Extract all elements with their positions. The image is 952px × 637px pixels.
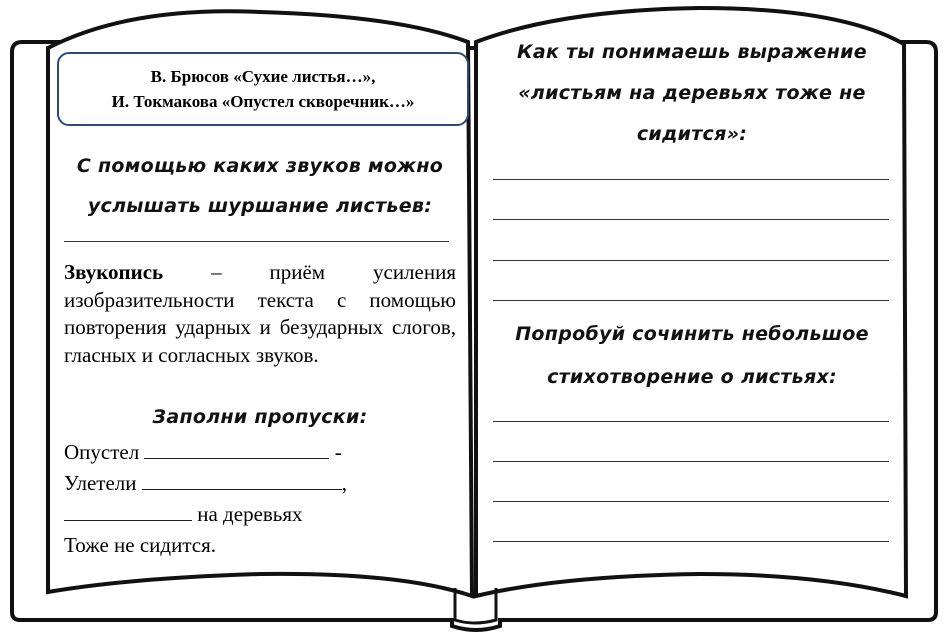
poem-punct-1: - bbox=[329, 440, 342, 464]
definition-text: – приём усиления изобразительности текста с помощью повторения ударных и безударных слогов, гласных и согласных звуков. bbox=[64, 260, 456, 367]
right-task-line-1: Попробуй сочинить небольшое bbox=[515, 323, 869, 345]
title-line-2: И. Токмакова «Опустел скворечник…» bbox=[111, 92, 415, 111]
poem-line-right-1[interactable] bbox=[493, 421, 889, 422]
right-task bbox=[492, 313, 892, 399]
poem bbox=[64, 437, 464, 561]
poem-line-right-3[interactable] bbox=[493, 501, 889, 502]
right-question-line-2: «листьям на деревьях тоже не bbox=[518, 82, 866, 104]
poem-word-2: Улетели bbox=[64, 471, 137, 495]
right-question bbox=[492, 32, 892, 155]
poem-line-1 bbox=[64, 437, 464, 468]
title-box bbox=[57, 52, 469, 126]
poem-line-right-2[interactable] bbox=[493, 461, 889, 462]
fill-heading: Заполни пропуски: bbox=[152, 406, 368, 428]
poem-word-3: на деревьях bbox=[192, 502, 303, 526]
left-question bbox=[60, 146, 460, 226]
answer-line-right-4[interactable] bbox=[493, 300, 889, 301]
definition-term: Звукопись bbox=[64, 260, 164, 284]
poem-line-3 bbox=[64, 499, 464, 530]
poem-punct-2: , bbox=[341, 471, 348, 495]
answer-line-right-2[interactable] bbox=[493, 219, 889, 220]
right-question-line-3: сидится»: bbox=[636, 123, 748, 145]
definition-paragraph bbox=[64, 259, 456, 369]
title-line-1: В. Брюсов «Сухие листья…», bbox=[150, 67, 376, 86]
blank-2[interactable] bbox=[142, 473, 342, 490]
left-question-line-2: услышать шуршание листьев: bbox=[87, 195, 433, 217]
poem-line-right-4[interactable] bbox=[493, 541, 889, 542]
answer-line-right-3[interactable] bbox=[493, 260, 889, 261]
left-question-line-1: С помощью каких звуков можно bbox=[76, 155, 444, 177]
blank-1[interactable] bbox=[144, 442, 329, 459]
answer-line-right-1[interactable] bbox=[493, 179, 889, 180]
right-question-line-1: Как ты понимаешь выражение bbox=[517, 41, 867, 63]
poem-line-2 bbox=[64, 468, 464, 499]
right-task-line-2: стихотворение о листьях: bbox=[547, 366, 837, 388]
blank-3[interactable] bbox=[64, 504, 192, 521]
poem-line-4: Тоже не сидится. bbox=[64, 533, 216, 557]
answer-line[interactable] bbox=[64, 241, 449, 242]
poem-word-1: Опустел bbox=[64, 440, 140, 464]
